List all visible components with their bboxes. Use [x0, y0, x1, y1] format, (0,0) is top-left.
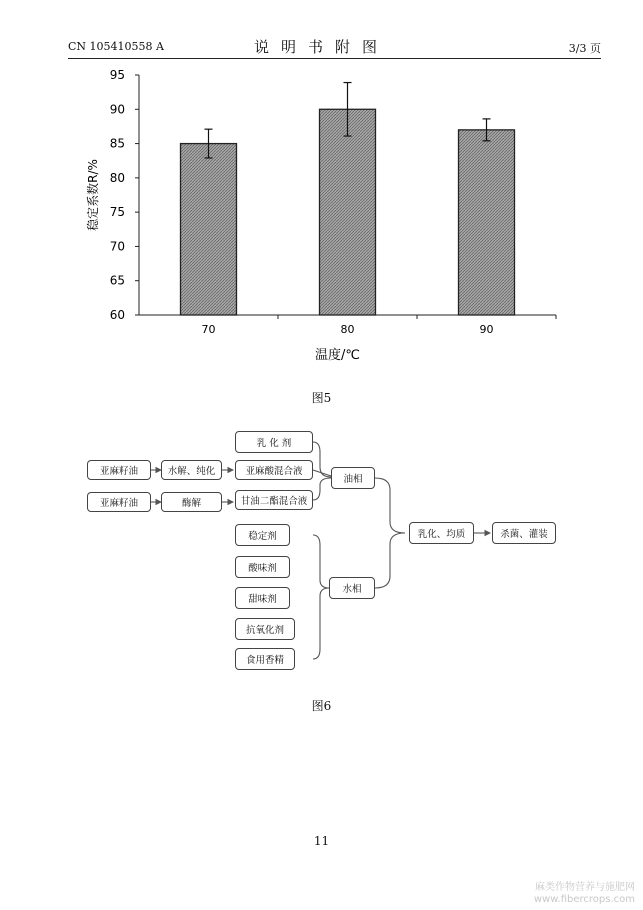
x-tick-label-90: 90: [479, 323, 494, 336]
y-axis-label: 稳定系数R/%: [86, 159, 100, 231]
node-sterilize-fill: 杀菌、灌装: [492, 522, 556, 544]
node-stabilizer: 稳定剂: [235, 524, 290, 546]
node-flaxseed-oil-1: 亚麻籽油: [87, 460, 151, 480]
figure6-caption: 图6: [311, 699, 332, 713]
watermark-line1: 麻类作物营养与施肥网: [535, 882, 635, 893]
x-axis-label: 温度/℃: [315, 348, 360, 363]
node-flaxseed-oil-2: 亚麻籽油: [87, 492, 151, 512]
page-counter: 3/3 页: [568, 42, 601, 55]
brace-water-top: [313, 535, 329, 588]
watermark: [534, 882, 635, 906]
figure5-caption: 图5: [311, 391, 332, 405]
x-tick-label-70: 70: [201, 323, 216, 336]
node-water-phase: 水相: [329, 577, 375, 599]
node-glyceride-mixture: 甘油二酯混合液: [235, 490, 313, 510]
brace-water-bottom: [313, 588, 329, 659]
node-sweetener: 甜味剂: [235, 587, 290, 609]
y-tick-label: 85: [109, 136, 125, 151]
node-acidulant: 酸味剂: [235, 556, 290, 578]
page-number: 11: [313, 834, 330, 848]
node-emulsifier: 乳 化 剂: [235, 431, 313, 453]
y-tick-label: 95: [109, 68, 125, 82]
y-tick-label: 70: [109, 239, 125, 254]
node-antioxidant: 抗氧化剂: [235, 618, 295, 640]
y-tick-label: 90: [109, 102, 125, 117]
x-tick-label-80: 80: [340, 323, 355, 336]
y-tick-label: 60: [109, 308, 125, 322]
watermark-line2: www.fibercrops.com: [533, 894, 635, 905]
node-food-flavor: 食用香精: [235, 648, 295, 670]
y-tick-label: 75: [109, 205, 125, 220]
patent-number: CN 105410558 A: [68, 40, 164, 53]
node-emulsify-homogenize: 乳化、均质: [409, 522, 474, 544]
brace-emulsifier-oil: [313, 442, 331, 477]
node-hydrolysis-purify: 水解、纯化: [161, 460, 222, 480]
page-title: 说明书附图: [253, 38, 389, 56]
node-flax-acid-mixture: 亚麻酸混合液: [235, 460, 313, 480]
node-oil-phase: 油相: [331, 467, 375, 489]
brace-glyceride-oil: [313, 478, 331, 500]
connector-water-emulsify: [375, 533, 405, 588]
y-tick-label: 80: [109, 170, 125, 185]
connector-oil-emulsify: [375, 478, 405, 533]
line-flaxmix-oil: [313, 470, 331, 476]
y-tick-label: 65: [109, 273, 125, 288]
node-enzymolysis: 酶解: [161, 492, 222, 512]
